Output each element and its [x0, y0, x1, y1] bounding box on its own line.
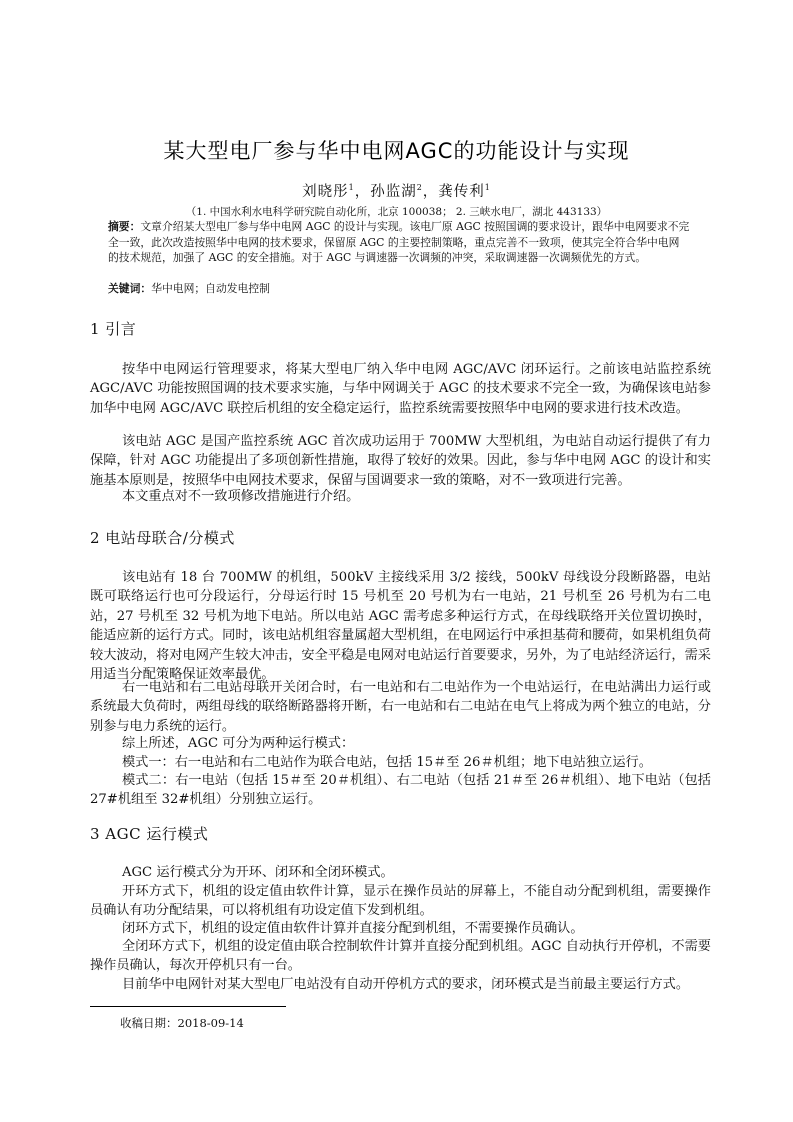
keywords [108, 281, 690, 297]
author-affiliation-mark: 2 [416, 183, 423, 193]
abstract-label: 摘要： [108, 220, 141, 233]
received-date-footnote: 收稿日期：2018-09-14 [120, 1016, 244, 1030]
body-paragraph: 综上所述，AGC 可分为两种运行模式： [122, 736, 355, 751]
author-name: 刘晓彤 [302, 184, 349, 200]
keywords-label: 关键词： [108, 282, 152, 295]
paper-title: 某大型电厂参与华中电网AGC的功能设计与实现 [163, 139, 630, 163]
body-paragraph: 按华中电网运行管理要求，将某大型电厂纳入华中电网 AGC/AVC 闭环运行。之前该电站监控系统 AGC/AVC 功能按照国调的技术要求实施，与华中网调关于 AGC 的技术要求不完全一致，为确保该电站参加华中电网 AGC/AVC 联控后机组的安全稳定运行，监控系统需要按照华中电网的要求进行技术改造。 [90, 362, 711, 416]
body-paragraph: 该电站有 18 台 700MW 的机组，500kV 主接线采用 3/2 接线，500kV 母线设分段断路器，电站既可联络运行也可分段运行，分母运行时 15 号机至 20 号机为右一电站，21 号机至 26 号机为右二电站，27 号机至 32 号机为地下电站。所以电站 AGC 需考虑多种运行方式，在母线联络开关位置切换时，能适应新的运行方式。同时，该电站机组容量属超大型机组，在电网运行中承担基荷和腰荷，如果机组负荷较大波动，将对电网产生较大冲击，安全平稳是电网对电站运行首要要求，另外，为了电站经济运行，需采用适当分配策略保证效率最优。 [90, 570, 711, 683]
author-name: 孙监湖 [370, 184, 417, 200]
abstract-text: 文章介绍某大型电厂参与华中电网 AGC 的设计与实现。该电厂原 AGC 按照国调的要求设计，跟华中电网要求不完全一致，此次改造按照华中电网的技术要求，保留原 AGC 的主要控制策略，重点完善不一致项，使其完全符合华中电网的技术规范，加强了 AGC 的安全措施。对于 AGC 与调速器一次调频的冲突，采取调速器一次调频优先的方式。 [108, 220, 690, 265]
body-paragraph: 右一电站和右二电站母联开关闭合时，右一电站和右二电站作为一个电站运行，在电站满出力运行或系统最大负荷时，两组母线的联络断路器将开断，右一电站和右二电站在电气上将成为两个独立的电站，分别参与电力系统的运行。 [90, 680, 711, 734]
body-paragraph: 模式一：右一电站和右二电站作为联合电站，包括 15＃至 26＃机组；地下电站独立运行。 [122, 755, 652, 770]
keywords-text: 华中电网；自动发电控制 [151, 282, 270, 295]
body-paragraph: 开环方式下，机组的设定值由软件计算，显示在操作员站的屏幕上，不能自动分配到机组，需要操作员确认有功分配结果，可以将机组有功设定值下发到机组。 [90, 884, 711, 919]
author-affiliation-mark: 1 [484, 183, 491, 193]
footnote-divider [90, 1006, 286, 1007]
body-paragraph: 该电站 AGC 是国产监控系统 AGC 首次成功运用于 700MW 大型机组，为电站自动运行提供了有力保障，针对 AGC 功能提出了多项创新性措施，取得了较好的效果。因此，参与华中电网 AGC 的设计和实施基本原则是，按照华中电网技术要求，保留与国调要求一致的策略，对不一致项进行完善。 [90, 434, 711, 488]
section-heading: 2 电站母联合/分模式 [90, 529, 235, 547]
section-heading: 3 AGC 运行模式 [90, 825, 209, 843]
author-name: 龚传利 [438, 184, 485, 200]
section-heading: 1 引言 [90, 320, 137, 338]
body-paragraph: 目前华中电网针对某大型电厂电站没有自动开停机方式的要求，闭环模式是当前最主要运行方式。 [122, 977, 690, 992]
author-affiliation-mark: 1 [348, 183, 355, 193]
author-separator: ， [422, 184, 439, 200]
body-paragraph: AGC 运行模式分为开环、闭环和全闭环模式。 [122, 865, 394, 880]
abstract [108, 219, 690, 266]
body-paragraph: 全闭环方式下，机组的设定值由联合控制软件计算并直接分配到机组。AGC 自动执行开停机，不需要操作员确认，每次开停机只有一台。 [90, 939, 711, 974]
body-paragraph: 模式二：右一电站（包括 15＃至 20＃机组）、右二电站（包括 21＃至 26＃机组）、地下电站（包括 27#机组至 32#机组）分别独立运行。 [90, 773, 711, 808]
body-paragraph: 闭环方式下，机组的设定值由软件计算并直接分配到机组，不需要操作员确认。 [122, 921, 584, 936]
affiliation: （1. 中国水利水电科学研究院自动化所，北京 100038； 2. 三峡水电厂，湖北 443133） [185, 206, 608, 218]
body-paragraph: 本文重点对不一致项修改措施进行介绍。 [122, 489, 360, 504]
author-separator: ， [354, 184, 371, 200]
author-list [0, 180, 793, 201]
